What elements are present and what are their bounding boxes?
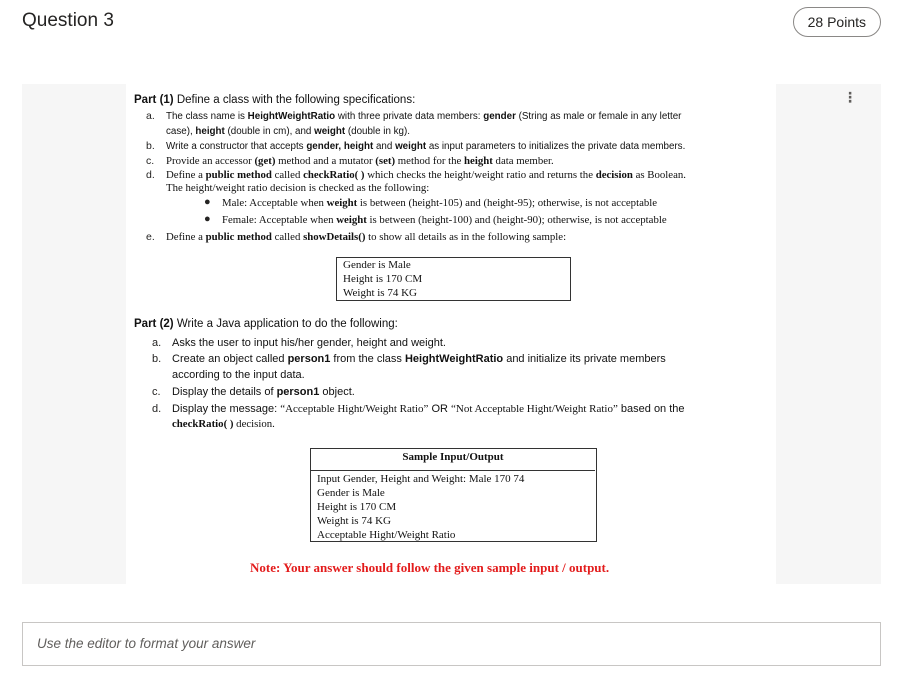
part1-sample-line: Height is 170 CM	[343, 273, 423, 285]
points-badge: 28 Points	[793, 7, 881, 37]
part2-a-label: a.	[152, 337, 162, 349]
part2-sample-line: Acceptable Hight/Weight Ratio	[317, 529, 456, 541]
more-horizontal-icon[interactable]: ⋮	[843, 89, 858, 105]
part1-d-bullet2: Female: Acceptable when weight is between (height-100) and (height-90); otherwise, is not acceptable	[222, 214, 667, 226]
part1-a-line1: The class name is HeightWeightRatio with three private data members: gender (String as male or female in any letter	[166, 111, 682, 122]
part2-d-label: d.	[152, 403, 162, 415]
question-title: Question 3	[22, 10, 114, 31]
part2-c-text: Display the details of person1 object.	[172, 386, 355, 398]
part2-d-line2: checkRatio( ) decision.	[172, 418, 275, 430]
part2-b-line2: according to the input data.	[172, 369, 305, 381]
part2-b-label: b.	[152, 353, 162, 365]
part1-d-label: d.	[146, 169, 155, 181]
part1-e-label: e.	[146, 231, 155, 243]
part2-d-line1: Display the message: “Acceptable Hight/Weight Ratio” OR “Not Acceptable Hight/Weight Ratio” based on the	[172, 403, 685, 415]
part1-d-line1: Define a public method called checkRatio( ) which checks the height/weight ratio and returns the decision as Boolean.	[166, 169, 686, 181]
bullet-icon: ●	[204, 213, 211, 225]
answer-editor-placeholder: Use the editor to format your answer	[37, 636, 256, 651]
part1-a-line2: case), height (double in cm), and weight (double in kg).	[166, 126, 410, 137]
part2-sample-line: Input Gender, Height and Weight: Male 170 74	[317, 473, 525, 485]
part1-a-label: a.	[146, 110, 155, 122]
part1-sample-line: Weight is 74 KG	[343, 287, 417, 299]
part2-sample-line: Weight is 74 KG	[317, 515, 391, 527]
part2-b-line1: Create an object called person1 from the class HeightWeightRatio and initialize its private members	[172, 353, 666, 365]
answer-editor[interactable]	[22, 622, 881, 666]
part2-c-label: c.	[152, 386, 161, 398]
part2-heading: Part (2) Write a Java application to do the following:	[134, 318, 398, 330]
part1-d-line2: The height/weight ratio decision is checked as the following:	[166, 182, 430, 194]
part1-b-label: b.	[146, 140, 155, 152]
note-text: Note: Your answer should follow the given sample input / output.	[250, 560, 610, 575]
bullet-icon: ●	[204, 196, 211, 208]
part1-b-text: Write a constructor that accepts gender, height and weight as input parameters to initializes the private data members.	[166, 141, 686, 152]
part1-e-text: Define a public method called showDetails() to show all details as in the following sample:	[166, 231, 567, 243]
part1-heading: Part (1) Define a class with the following specifications:	[134, 94, 416, 106]
part2-a-text: Asks the user to input his/her gender, height and weight.	[172, 337, 446, 349]
part1-sample-line: Gender is Male	[343, 259, 411, 271]
part2-sample-line: Height is 170 CM	[317, 501, 397, 513]
part1-c-label: c.	[146, 155, 155, 167]
part2-sample-line: Gender is Male	[317, 487, 385, 499]
part2-sample-title: Sample Input/Output	[402, 451, 504, 463]
part1-d-bullet1: Male: Acceptable when weight is between (height-105) and (height-95); otherwise, is not acceptable	[222, 197, 658, 209]
part1-c-text: Provide an accessor (get) method and a mutator (set) method for the height data member.	[166, 155, 554, 167]
